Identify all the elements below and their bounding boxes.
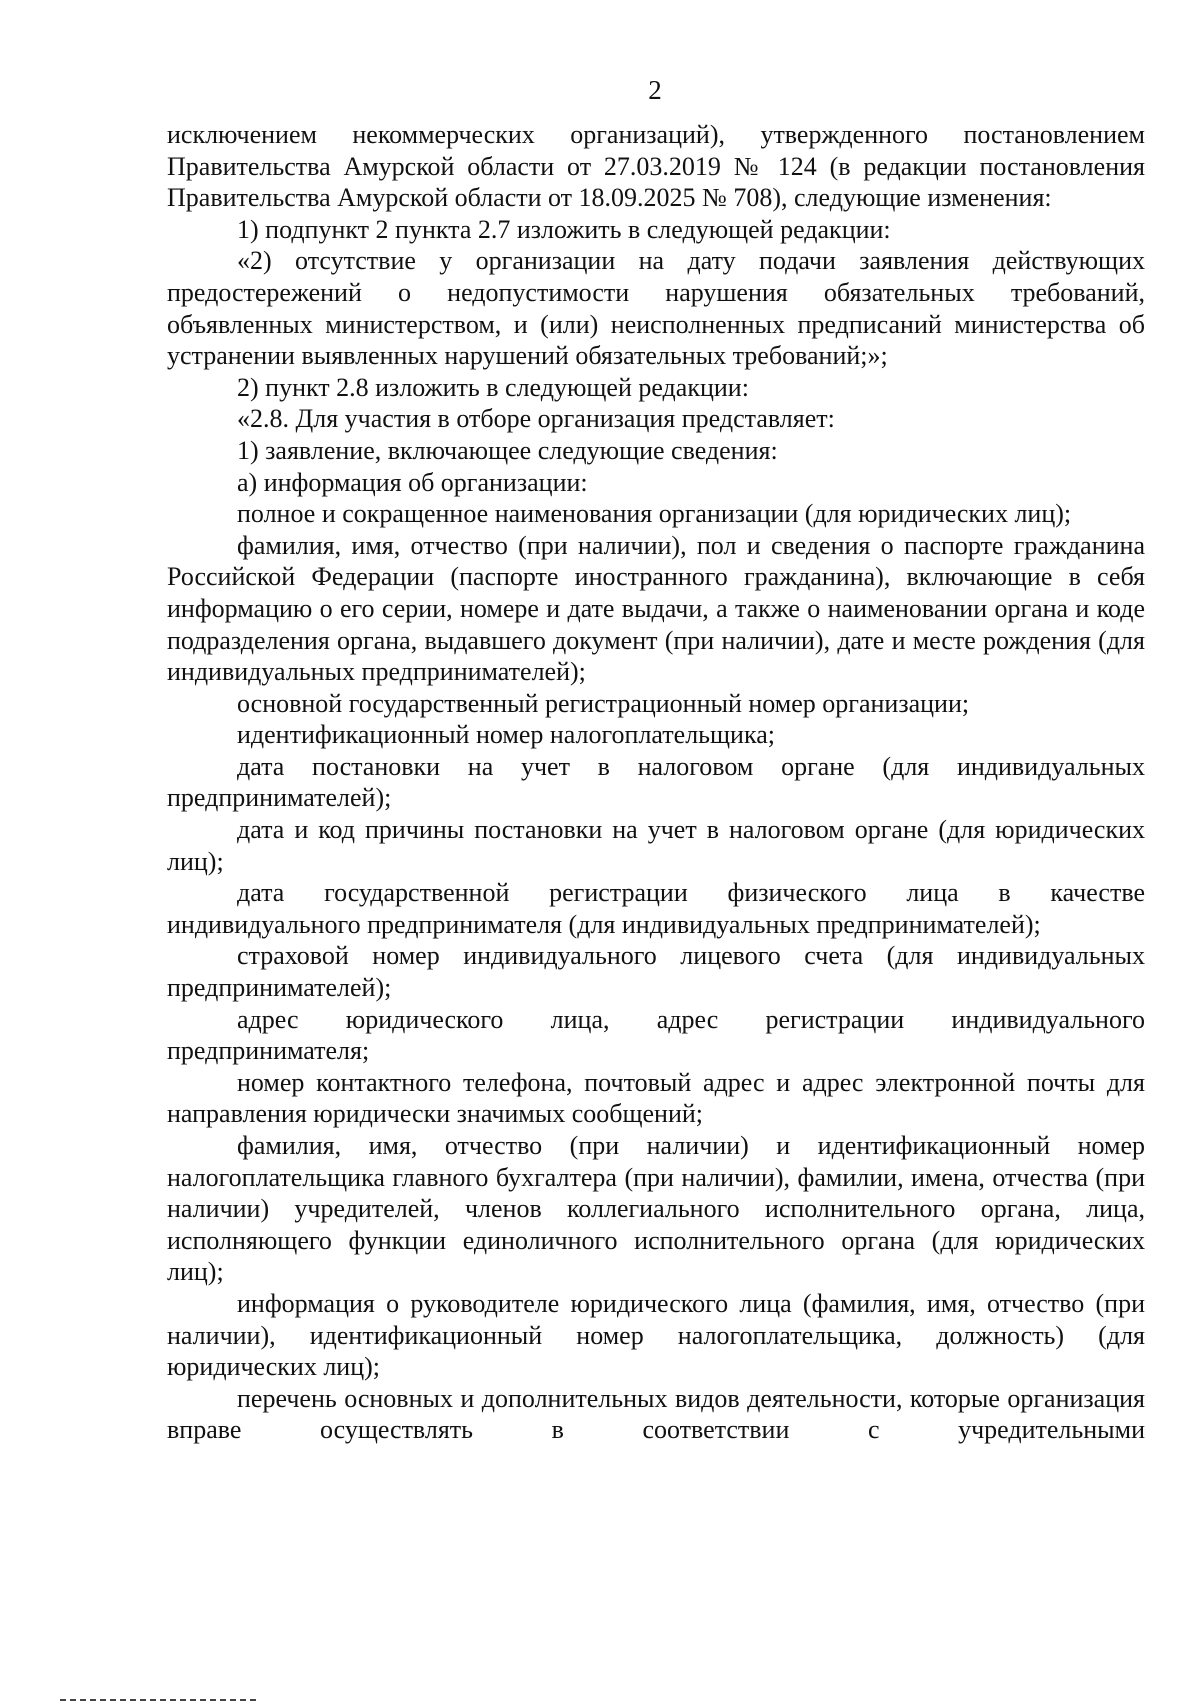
paragraph: дата постановки на учет в налоговом органе (для индивидуальных предпринимателей); xyxy=(167,751,1145,813)
paragraph: перечень основных и дополнительных видов деятельности, которые организация вправе осуществлять в соответствии с учредительными xyxy=(167,1383,1145,1445)
paragraph: полное и сокращенное наименования организации (для юридических лиц); xyxy=(237,499,1072,529)
paragraph: 1) заявление, включающее следующие сведения: xyxy=(237,435,778,465)
scan-edge-mark xyxy=(60,1699,260,1701)
paragraph: идентификационный номер налогоплательщика; xyxy=(237,720,775,750)
paragraph: страховой номер индивидуального лицевого счета (для индивидуальных предпринимателей); xyxy=(167,941,1145,1003)
page-number: 2 xyxy=(648,75,662,105)
paragraph: дата и код причины постановки на учет в налоговом органе (для юридических лиц); xyxy=(167,815,1145,876)
paragraph: «2) отсутствие у организации на дату подачи заявления действующих предостережений о недопустимости нарушения обязательных требований, объявленных министерством, и (или) неисполненных предписаний министерства об устранении выявленных нарушений обязательных требований;»; xyxy=(167,246,1145,371)
paragraph: фамилия, имя, отчество (при наличии) и идентификационный номер налогоплательщика главного бухгалтера (при наличии), фамилии, имена, отчества (при наличии) учредителей, членов коллегиального исполнительного органа, лица, исполняющего функции единоличного исполнительного органа (для юридических лиц); xyxy=(167,1131,1145,1287)
paragraph: фамилия, имя, отчество (при наличии), пол и сведения о паспорте гражданина Российской Федерации (паспорте иностранного гражданина), включающие в себя информацию о его серии, номере и дате выдачи, а также о наименовании органа и коде подразделения органа, выдавшего документ (при наличии), дате и месте рождения (для индивидуальных предпринимателей); xyxy=(167,530,1145,687)
paragraph: а) информация об организации: xyxy=(237,467,588,497)
paragraph: информация о руководителе юридического лица (фамилия, имя, отчество (при наличии), идентификационный номер налогоплательщика, должность) (для юридических лиц); xyxy=(167,1288,1145,1382)
paragraph: 2) пункт 2.8 изложить в следующей редакции: xyxy=(237,372,749,402)
paragraph: номер контактного телефона, почтовый адрес и адрес электронной почты для направления юридически значимых сообщений; xyxy=(167,1067,1145,1129)
paragraph: исключением некоммерческих организаций), утвержденного постановлением Правительства Амурской области от 27.03.2019 № 124 (в редакции постановления Правительства Амурской области от 18.09.2025 № 708), следующие изменения: xyxy=(167,120,1145,213)
paragraph: 1) подпункт 2 пункта 2.7 изложить в следующей редакции: xyxy=(237,214,891,244)
paragraph: основной государственный регистрационный номер организации; xyxy=(237,688,970,718)
paragraph: дата государственной регистрации физического лица в качестве индивидуального предпринимателя (для индивидуальных предпринимателей); xyxy=(167,878,1145,939)
document-body xyxy=(167,119,1145,1446)
paragraph: «2.8. Для участия в отборе организация представляет: xyxy=(237,404,835,434)
paragraph: адрес юридического лица, адрес регистрации индивидуального предпринимателя; xyxy=(167,1004,1145,1066)
